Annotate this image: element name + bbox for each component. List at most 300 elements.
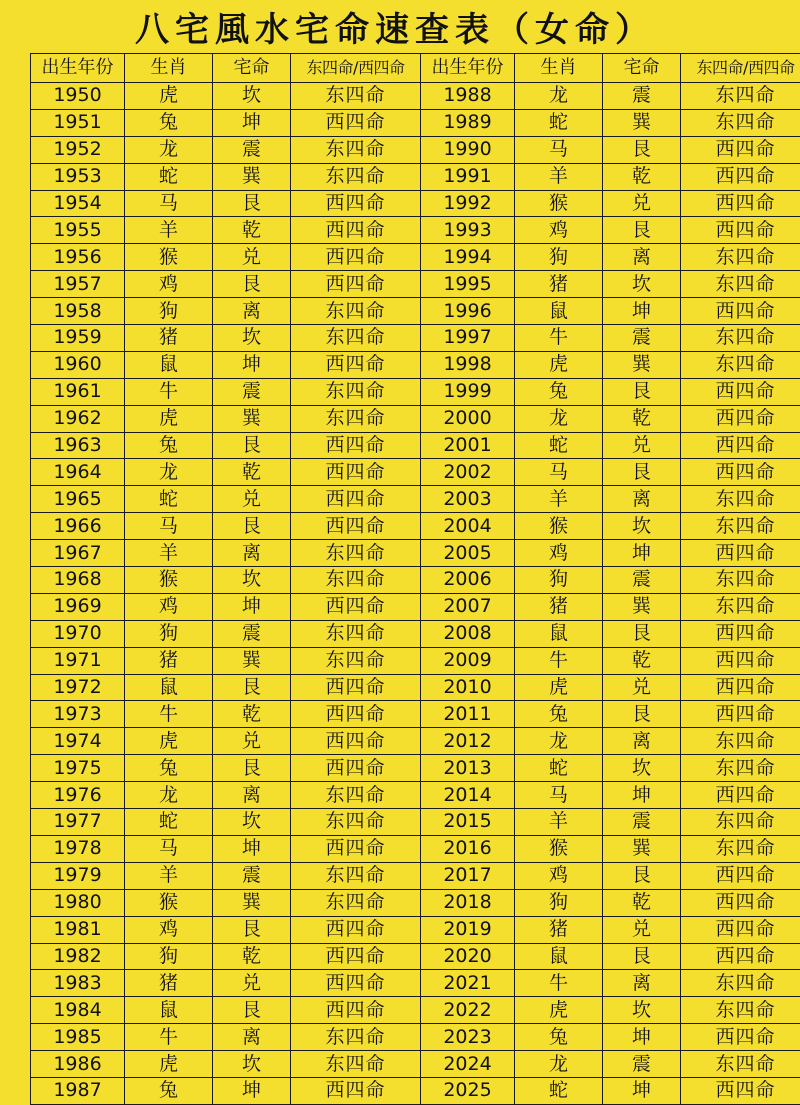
zodiac-cell: 牛 [125, 1024, 213, 1051]
house-gua-cell: 艮 [213, 513, 291, 540]
house-gua-cell: 艮 [603, 459, 681, 486]
house-gua-cell: 艮 [213, 432, 291, 459]
group-cell: 东四命 [291, 862, 421, 889]
group-cell: 西四命 [681, 298, 800, 325]
house-gua-cell: 离 [213, 298, 291, 325]
zodiac-cell: 鸡 [125, 593, 213, 620]
table-row [31, 217, 800, 244]
birth-year-cell: 1967 [31, 540, 125, 567]
group-cell: 东四命 [681, 351, 800, 378]
group-cell: 西四命 [291, 835, 421, 862]
zodiac-cell: 鸡 [125, 271, 213, 298]
header-group-left: 东四命/西四命 [291, 54, 421, 83]
birth-year-cell: 1973 [31, 701, 125, 728]
birth-year-cell: 1991 [421, 163, 515, 190]
zodiac-cell: 猪 [515, 916, 603, 943]
zodiac-cell: 鸡 [515, 862, 603, 889]
zodiac-cell: 兔 [125, 755, 213, 782]
house-gua-cell: 艮 [603, 620, 681, 647]
table-row [31, 620, 800, 647]
house-gua-cell: 震 [603, 809, 681, 836]
birth-year-cell: 2006 [421, 567, 515, 594]
table-row [31, 432, 800, 459]
group-cell: 东四命 [291, 298, 421, 325]
table-row [31, 674, 800, 701]
house-gua-cell: 坤 [603, 1024, 681, 1051]
zodiac-cell: 马 [125, 835, 213, 862]
header-birth-year-right: 出生年份 [421, 54, 515, 83]
birth-year-cell: 1963 [31, 432, 125, 459]
birth-year-cell: 1961 [31, 378, 125, 405]
zodiac-cell: 羊 [125, 862, 213, 889]
house-gua-cell: 坤 [603, 540, 681, 567]
group-cell: 西四命 [681, 1077, 800, 1104]
house-gua-cell: 坤 [213, 593, 291, 620]
zodiac-cell: 蛇 [515, 432, 603, 459]
zodiac-cell: 猴 [515, 513, 603, 540]
group-cell: 东四命 [291, 540, 421, 567]
house-gua-cell: 兑 [213, 728, 291, 755]
group-cell: 东四命 [681, 325, 800, 352]
house-gua-cell: 离 [603, 970, 681, 997]
group-cell: 西四命 [681, 1024, 800, 1051]
birth-year-cell: 2018 [421, 889, 515, 916]
group-cell: 西四命 [291, 728, 421, 755]
group-cell: 东四命 [291, 809, 421, 836]
zodiac-cell: 鼠 [125, 351, 213, 378]
birth-year-cell: 1962 [31, 405, 125, 432]
zodiac-cell: 羊 [515, 486, 603, 513]
group-cell: 东四命 [291, 136, 421, 163]
table-row [31, 1024, 800, 1051]
header-zodiac-left: 生肖 [125, 54, 213, 83]
table-row [31, 755, 800, 782]
house-gua-cell: 兑 [603, 432, 681, 459]
group-cell: 西四命 [681, 217, 800, 244]
group-cell: 西四命 [291, 513, 421, 540]
birth-year-cell: 1992 [421, 190, 515, 217]
group-cell: 西四命 [291, 271, 421, 298]
group-cell: 西四命 [681, 782, 800, 809]
table-row [31, 835, 800, 862]
house-gua-cell: 离 [603, 728, 681, 755]
house-gua-cell: 兑 [213, 486, 291, 513]
house-gua-cell: 艮 [603, 136, 681, 163]
group-cell: 东四命 [291, 1051, 421, 1078]
zodiac-cell: 鸡 [515, 540, 603, 567]
header-house-gua-left: 宅命 [213, 54, 291, 83]
zodiac-cell: 猴 [125, 889, 213, 916]
birth-year-cell: 1982 [31, 943, 125, 970]
birth-year-cell: 1985 [31, 1024, 125, 1051]
table-row [31, 728, 800, 755]
group-cell: 西四命 [291, 997, 421, 1024]
group-cell: 西四命 [291, 109, 421, 136]
group-cell: 东四命 [681, 755, 800, 782]
group-cell: 西四命 [291, 190, 421, 217]
birth-year-cell: 2000 [421, 405, 515, 432]
house-gua-cell: 离 [213, 1024, 291, 1051]
zodiac-cell: 兔 [125, 1077, 213, 1104]
group-cell: 西四命 [681, 674, 800, 701]
birth-year-cell: 1971 [31, 647, 125, 674]
group-cell: 东四命 [291, 889, 421, 916]
birth-year-cell: 1960 [31, 351, 125, 378]
birth-year-cell: 1969 [31, 593, 125, 620]
house-gua-cell: 坎 [213, 325, 291, 352]
birth-year-cell: 1956 [31, 244, 125, 271]
birth-year-cell: 2001 [421, 432, 515, 459]
table-row [31, 136, 800, 163]
birth-year-cell: 1980 [31, 889, 125, 916]
table-row [31, 459, 800, 486]
house-gua-cell: 乾 [213, 701, 291, 728]
birth-year-cell: 1994 [421, 244, 515, 271]
table-row [31, 244, 800, 271]
group-cell: 东四命 [681, 835, 800, 862]
table-row [31, 378, 800, 405]
house-gua-cell: 离 [213, 540, 291, 567]
group-cell: 东四命 [291, 782, 421, 809]
lookup-table [30, 53, 800, 1105]
house-gua-cell: 艮 [213, 271, 291, 298]
zodiac-cell: 虎 [125, 728, 213, 755]
birth-year-cell: 1975 [31, 755, 125, 782]
house-gua-cell: 震 [213, 378, 291, 405]
zodiac-cell: 狗 [515, 567, 603, 594]
house-gua-cell: 艮 [603, 862, 681, 889]
birth-year-cell: 2019 [421, 916, 515, 943]
group-cell: 西四命 [291, 432, 421, 459]
house-gua-cell: 巽 [213, 163, 291, 190]
table-row [31, 190, 800, 217]
table-row [31, 701, 800, 728]
house-gua-cell: 震 [603, 567, 681, 594]
zodiac-cell: 狗 [125, 298, 213, 325]
zodiac-cell: 马 [125, 190, 213, 217]
zodiac-cell: 牛 [515, 970, 603, 997]
group-cell: 东四命 [681, 486, 800, 513]
group-cell: 西四命 [681, 136, 800, 163]
birth-year-cell: 1986 [31, 1051, 125, 1078]
table-row [31, 486, 800, 513]
table-header-row [31, 54, 800, 83]
group-cell: 西四命 [291, 970, 421, 997]
zodiac-cell: 猪 [125, 970, 213, 997]
zodiac-cell: 龙 [125, 782, 213, 809]
zodiac-cell: 鼠 [515, 620, 603, 647]
house-gua-cell: 震 [603, 1051, 681, 1078]
house-gua-cell: 坎 [213, 809, 291, 836]
house-gua-cell: 坤 [213, 835, 291, 862]
birth-year-cell: 1990 [421, 136, 515, 163]
birth-year-cell: 1955 [31, 217, 125, 244]
birth-year-cell: 1972 [31, 674, 125, 701]
group-cell: 东四命 [291, 378, 421, 405]
house-gua-cell: 震 [603, 83, 681, 110]
zodiac-cell: 虎 [515, 997, 603, 1024]
table-row [31, 809, 800, 836]
zodiac-cell: 鼠 [125, 997, 213, 1024]
birth-year-cell: 2014 [421, 782, 515, 809]
group-cell: 西四命 [291, 486, 421, 513]
house-gua-cell: 乾 [603, 889, 681, 916]
zodiac-cell: 龙 [125, 136, 213, 163]
group-cell: 东四命 [681, 809, 800, 836]
zodiac-cell: 蛇 [125, 809, 213, 836]
group-cell: 西四命 [681, 943, 800, 970]
birth-year-cell: 1987 [31, 1077, 125, 1104]
group-cell: 西四命 [681, 378, 800, 405]
house-gua-cell: 兑 [603, 190, 681, 217]
group-cell: 西四命 [291, 701, 421, 728]
birth-year-cell: 2011 [421, 701, 515, 728]
header-group-right: 东四命/西四命 [681, 54, 800, 83]
group-cell: 东四命 [681, 244, 800, 271]
group-cell: 东四命 [681, 513, 800, 540]
birth-year-cell: 2002 [421, 459, 515, 486]
house-gua-cell: 艮 [213, 190, 291, 217]
table-row [31, 405, 800, 432]
zodiac-cell: 鼠 [515, 943, 603, 970]
zodiac-cell: 鸡 [515, 217, 603, 244]
group-cell: 西四命 [291, 217, 421, 244]
table-row [31, 997, 800, 1024]
zodiac-cell: 蛇 [515, 109, 603, 136]
birth-year-cell: 1966 [31, 513, 125, 540]
zodiac-cell: 猴 [125, 244, 213, 271]
birth-year-cell: 1953 [31, 163, 125, 190]
table-row [31, 513, 800, 540]
zodiac-cell: 狗 [125, 620, 213, 647]
house-gua-cell: 离 [213, 782, 291, 809]
birth-year-cell: 2020 [421, 943, 515, 970]
birth-year-cell: 2016 [421, 835, 515, 862]
group-cell: 西四命 [681, 647, 800, 674]
zodiac-cell: 牛 [515, 325, 603, 352]
zodiac-cell: 鼠 [515, 298, 603, 325]
zodiac-cell: 狗 [515, 889, 603, 916]
group-cell: 东四命 [291, 325, 421, 352]
house-gua-cell: 坎 [213, 567, 291, 594]
table-row [31, 970, 800, 997]
house-gua-cell: 艮 [603, 943, 681, 970]
birth-year-cell: 2015 [421, 809, 515, 836]
table-row [31, 298, 800, 325]
birth-year-cell: 1981 [31, 916, 125, 943]
house-gua-cell: 乾 [603, 405, 681, 432]
zodiac-cell: 羊 [125, 540, 213, 567]
house-gua-cell: 艮 [213, 997, 291, 1024]
house-gua-cell: 坎 [213, 83, 291, 110]
group-cell: 西四命 [291, 755, 421, 782]
table-row [31, 351, 800, 378]
birth-year-cell: 1968 [31, 567, 125, 594]
table-row [31, 163, 800, 190]
zodiac-cell: 狗 [125, 943, 213, 970]
group-cell: 西四命 [681, 889, 800, 916]
birth-year-cell: 2005 [421, 540, 515, 567]
house-gua-cell: 乾 [603, 647, 681, 674]
zodiac-cell: 龙 [515, 405, 603, 432]
zodiac-cell: 马 [125, 513, 213, 540]
birth-year-cell: 2017 [421, 862, 515, 889]
zodiac-cell: 龙 [515, 83, 603, 110]
table-row [31, 916, 800, 943]
group-cell: 西四命 [681, 540, 800, 567]
zodiac-cell: 龙 [515, 728, 603, 755]
table-row [31, 109, 800, 136]
house-gua-cell: 震 [213, 136, 291, 163]
zodiac-cell: 龙 [515, 1051, 603, 1078]
group-cell: 西四命 [681, 916, 800, 943]
house-gua-cell: 坤 [603, 782, 681, 809]
group-cell: 西四命 [291, 593, 421, 620]
header-zodiac-right: 生肖 [515, 54, 603, 83]
house-gua-cell: 乾 [213, 217, 291, 244]
zodiac-cell: 羊 [515, 809, 603, 836]
house-gua-cell: 兑 [603, 674, 681, 701]
birth-year-cell: 1984 [31, 997, 125, 1024]
birth-year-cell: 1977 [31, 809, 125, 836]
house-gua-cell: 巽 [603, 351, 681, 378]
house-gua-cell: 坤 [603, 1077, 681, 1104]
house-gua-cell: 巽 [213, 889, 291, 916]
birth-year-cell: 2024 [421, 1051, 515, 1078]
zodiac-cell: 猪 [515, 271, 603, 298]
zodiac-cell: 虎 [125, 83, 213, 110]
house-gua-cell: 乾 [213, 943, 291, 970]
house-gua-cell: 坎 [603, 755, 681, 782]
birth-year-cell: 2012 [421, 728, 515, 755]
zodiac-cell: 羊 [125, 217, 213, 244]
zodiac-cell: 马 [515, 782, 603, 809]
house-gua-cell: 震 [213, 862, 291, 889]
group-cell: 西四命 [681, 405, 800, 432]
group-cell: 西四命 [681, 862, 800, 889]
zodiac-cell: 虎 [125, 1051, 213, 1078]
zodiac-cell: 兔 [515, 378, 603, 405]
zodiac-cell: 羊 [515, 163, 603, 190]
birth-year-cell: 1979 [31, 862, 125, 889]
zodiac-cell: 兔 [125, 432, 213, 459]
birth-year-cell: 1970 [31, 620, 125, 647]
zodiac-cell: 龙 [125, 459, 213, 486]
birth-year-cell: 1997 [421, 325, 515, 352]
group-cell: 东四命 [681, 83, 800, 110]
group-cell: 西四命 [681, 701, 800, 728]
table-row [31, 782, 800, 809]
birth-year-cell: 2009 [421, 647, 515, 674]
birth-year-cell: 1974 [31, 728, 125, 755]
house-gua-cell: 巽 [213, 405, 291, 432]
table-row [31, 593, 800, 620]
house-gua-cell: 坤 [213, 351, 291, 378]
group-cell: 东四命 [291, 405, 421, 432]
birth-year-cell: 1989 [421, 109, 515, 136]
birth-year-cell: 1993 [421, 217, 515, 244]
house-gua-cell: 巽 [603, 109, 681, 136]
birth-year-cell: 1959 [31, 325, 125, 352]
table-row [31, 567, 800, 594]
birth-year-cell: 2025 [421, 1077, 515, 1104]
house-gua-cell: 坎 [603, 997, 681, 1024]
birth-year-cell: 1965 [31, 486, 125, 513]
group-cell: 西四命 [681, 163, 800, 190]
house-gua-cell: 艮 [213, 916, 291, 943]
zodiac-cell: 蛇 [125, 163, 213, 190]
table-row [31, 271, 800, 298]
house-gua-cell: 震 [213, 620, 291, 647]
birth-year-cell: 1998 [421, 351, 515, 378]
birth-year-cell: 2021 [421, 970, 515, 997]
house-gua-cell: 巽 [603, 593, 681, 620]
zodiac-cell: 狗 [515, 244, 603, 271]
zodiac-cell: 牛 [125, 378, 213, 405]
house-gua-cell: 艮 [213, 755, 291, 782]
table-row [31, 1077, 800, 1104]
birth-year-cell: 1983 [31, 970, 125, 997]
group-cell: 东四命 [681, 997, 800, 1024]
group-cell: 东四命 [291, 567, 421, 594]
house-gua-cell: 艮 [603, 701, 681, 728]
group-cell: 西四命 [291, 244, 421, 271]
birth-year-cell: 2003 [421, 486, 515, 513]
birth-year-cell: 2010 [421, 674, 515, 701]
house-gua-cell: 离 [603, 244, 681, 271]
house-gua-cell: 坤 [213, 1077, 291, 1104]
header-house-gua-right: 宅命 [603, 54, 681, 83]
group-cell: 西四命 [291, 351, 421, 378]
group-cell: 东四命 [681, 728, 800, 755]
table-body [31, 83, 800, 1105]
birth-year-cell: 2013 [421, 755, 515, 782]
group-cell: 西四命 [291, 943, 421, 970]
zodiac-cell: 蛇 [125, 486, 213, 513]
zodiac-cell: 猪 [125, 647, 213, 674]
group-cell: 西四命 [681, 190, 800, 217]
birth-year-cell: 1952 [31, 136, 125, 163]
birth-year-cell: 1964 [31, 459, 125, 486]
house-gua-cell: 坎 [603, 271, 681, 298]
table-row [31, 83, 800, 110]
zodiac-cell: 猴 [515, 835, 603, 862]
birth-year-cell: 1954 [31, 190, 125, 217]
birth-year-cell: 2023 [421, 1024, 515, 1051]
table-row [31, 540, 800, 567]
group-cell: 东四命 [681, 970, 800, 997]
birth-year-cell: 1957 [31, 271, 125, 298]
birth-year-cell: 1999 [421, 378, 515, 405]
group-cell: 东四命 [291, 620, 421, 647]
zodiac-cell: 马 [515, 459, 603, 486]
birth-year-cell: 1978 [31, 835, 125, 862]
group-cell: 东四命 [291, 1024, 421, 1051]
group-cell: 西四命 [291, 916, 421, 943]
birth-year-cell: 1958 [31, 298, 125, 325]
birth-year-cell: 1976 [31, 782, 125, 809]
house-gua-cell: 巽 [603, 835, 681, 862]
zodiac-cell: 猴 [515, 190, 603, 217]
zodiac-cell: 兔 [515, 1024, 603, 1051]
group-cell: 西四命 [291, 674, 421, 701]
house-gua-cell: 艮 [603, 378, 681, 405]
zodiac-cell: 蛇 [515, 1077, 603, 1104]
group-cell: 东四命 [681, 109, 800, 136]
group-cell: 东四命 [291, 163, 421, 190]
header-birth-year-left: 出生年份 [31, 54, 125, 83]
house-gua-cell: 坎 [213, 1051, 291, 1078]
